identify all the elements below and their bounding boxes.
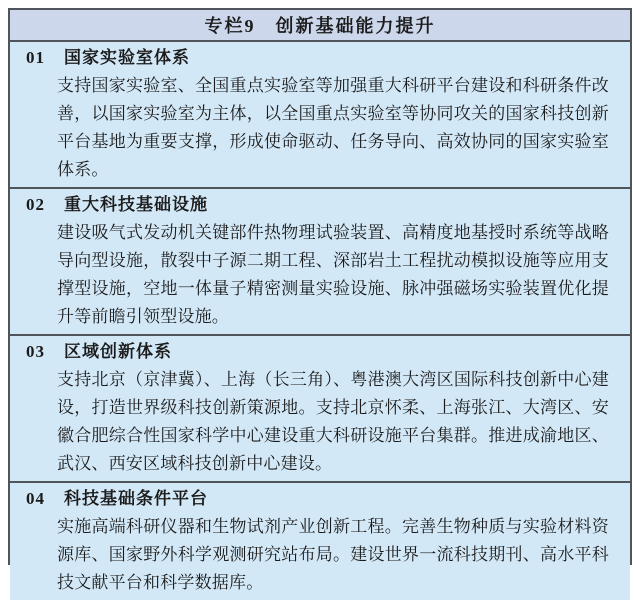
column-box-panel <box>8 8 632 592</box>
section-body-text: 实施高端科研仪器和生物试剂产业创新工程。完善生物种质与实验材料资源库、国家野外科学观测研究站布局。建设世界一流科技期刊、高水平科技文献平台和科学数据库。 <box>57 517 609 592</box>
section-regional-innovation-system <box>10 334 630 481</box>
section-national-laboratory-system <box>10 42 630 187</box>
panel-header <box>10 10 630 42</box>
section-body-text: 支持北京（京津冀）、上海（长三角）、粤港澳大湾区国际科技创新中心建设，打造世界级科技创新策源地。支持北京怀柔、上海张江、大湾区、安徽合肥综合性国家科学中心建设重大科研设施平台集群。推进成渝地区、武汉、西安区域科技创新中心建设。 <box>57 370 609 473</box>
section-number: 03 <box>26 342 45 361</box>
section-number: 04 <box>26 489 45 508</box>
section-sci-tech-basic-condition-platform <box>10 481 630 600</box>
section-title: 科技基础条件平台 <box>64 489 208 508</box>
section-heading <box>10 43 630 72</box>
panel-title: 专栏9 创新基础能力提升 <box>204 16 436 36</box>
section-number: 02 <box>26 195 45 214</box>
section-title: 国家实验室体系 <box>64 48 190 67</box>
section-title: 重大科技基础设施 <box>64 195 208 214</box>
section-heading <box>10 484 630 513</box>
section-number: 01 <box>26 48 45 67</box>
section-heading <box>10 190 630 219</box>
section-heading <box>10 337 630 366</box>
section-major-sci-tech-infrastructure <box>10 187 630 334</box>
section-body-text: 建设吸气式发动机关键部件热物理试验装置、高精度地基授时系统等战略导向型设施，散裂中子源二期工程、深部岩土工程扰动模拟设施等应用支撑型设施，空地一体量子精密测量实验设施、脉冲强磁场实验装置优化提升等前瞻引领型设施。 <box>57 223 609 326</box>
section-body-text: 支持国家实验室、全国重点实验室等加强重大科研平台建设和科研条件改善，以国家实验室为主体，以全国重点实验室等协同攻关的国家科技创新平台基地为重要支撑，形成使命驱动、任务导向、高效协同的国家实验室体系。 <box>57 76 609 179</box>
panel-body <box>10 42 630 600</box>
section-title: 区域创新体系 <box>64 342 172 361</box>
